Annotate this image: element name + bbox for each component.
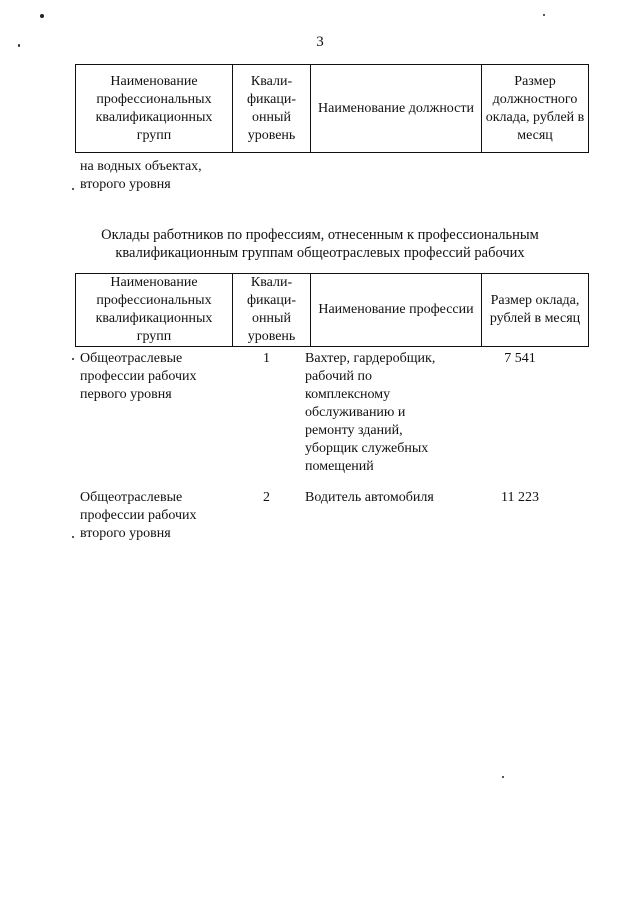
text-line: Вахтер, гардеробщик, [305,351,436,366]
row2-salary: 11 223 [501,490,539,505]
text-line: Общеотраслевые [80,490,183,505]
header-profession-name: Наименование профессии [311,274,482,347]
row1-profession [305,350,473,476]
continued-group-text [80,158,202,194]
professions-table-header [75,273,589,347]
scan-speck [543,14,545,16]
scan-speck [72,188,74,190]
text-line: обслуживанию и [305,405,406,420]
header-group-name: Наименование профессиональных квалификационных групп [76,65,233,153]
text-line: Общеотраслевые [80,351,183,366]
scan-speck [72,358,74,360]
title-line: Оклады работников по профессиям, отнесенным к профессиональным [101,227,539,243]
scan-speck [72,536,74,538]
text-line: помещений [305,459,374,474]
text-line: на водных объектах, [80,159,202,174]
text-line: второго уровня [80,177,171,192]
text-line: профессии рабочих [80,369,197,384]
table-header-row [76,274,589,347]
header-salary: Размер оклада, рублей в месяц [482,274,589,347]
text-line: профессии рабочих [80,508,197,523]
row2-group [80,489,240,543]
text-line: Водитель автомобиля [305,490,434,505]
scan-speck [40,14,44,18]
row1-level: 1 [263,351,270,366]
header-position-name: Наименование должности [311,65,482,153]
title-line: квалификационным группам общеотраслевых профессий рабочих [115,245,525,261]
text-line: рабочий по [305,369,372,384]
text-line: ремонту зданий, [305,423,403,438]
positions-table-header [75,64,589,153]
table-header-row [76,65,589,153]
row1-salary: 7 541 [504,351,536,366]
text-line: первого уровня [80,387,172,402]
header-salary: Размер должностного оклада, рублей в месяц [482,65,589,153]
text-line: второго уровня [80,526,171,541]
page-number: 3 [316,34,324,50]
scan-speck [502,776,504,778]
text-line: комплексному [305,387,391,402]
row2-profession [305,489,473,507]
section-title [60,226,580,262]
row1-group [80,350,240,404]
header-group-name: Наименование профессиональных квалификационных групп [76,274,233,347]
header-qualification-level: Квали-фикаци-онный уровень [233,65,311,153]
header-qualification-level: Квали-фикаци-онный уровень [233,274,311,347]
row2-level: 2 [263,490,270,505]
text-line: уборщик служебных [305,441,429,456]
